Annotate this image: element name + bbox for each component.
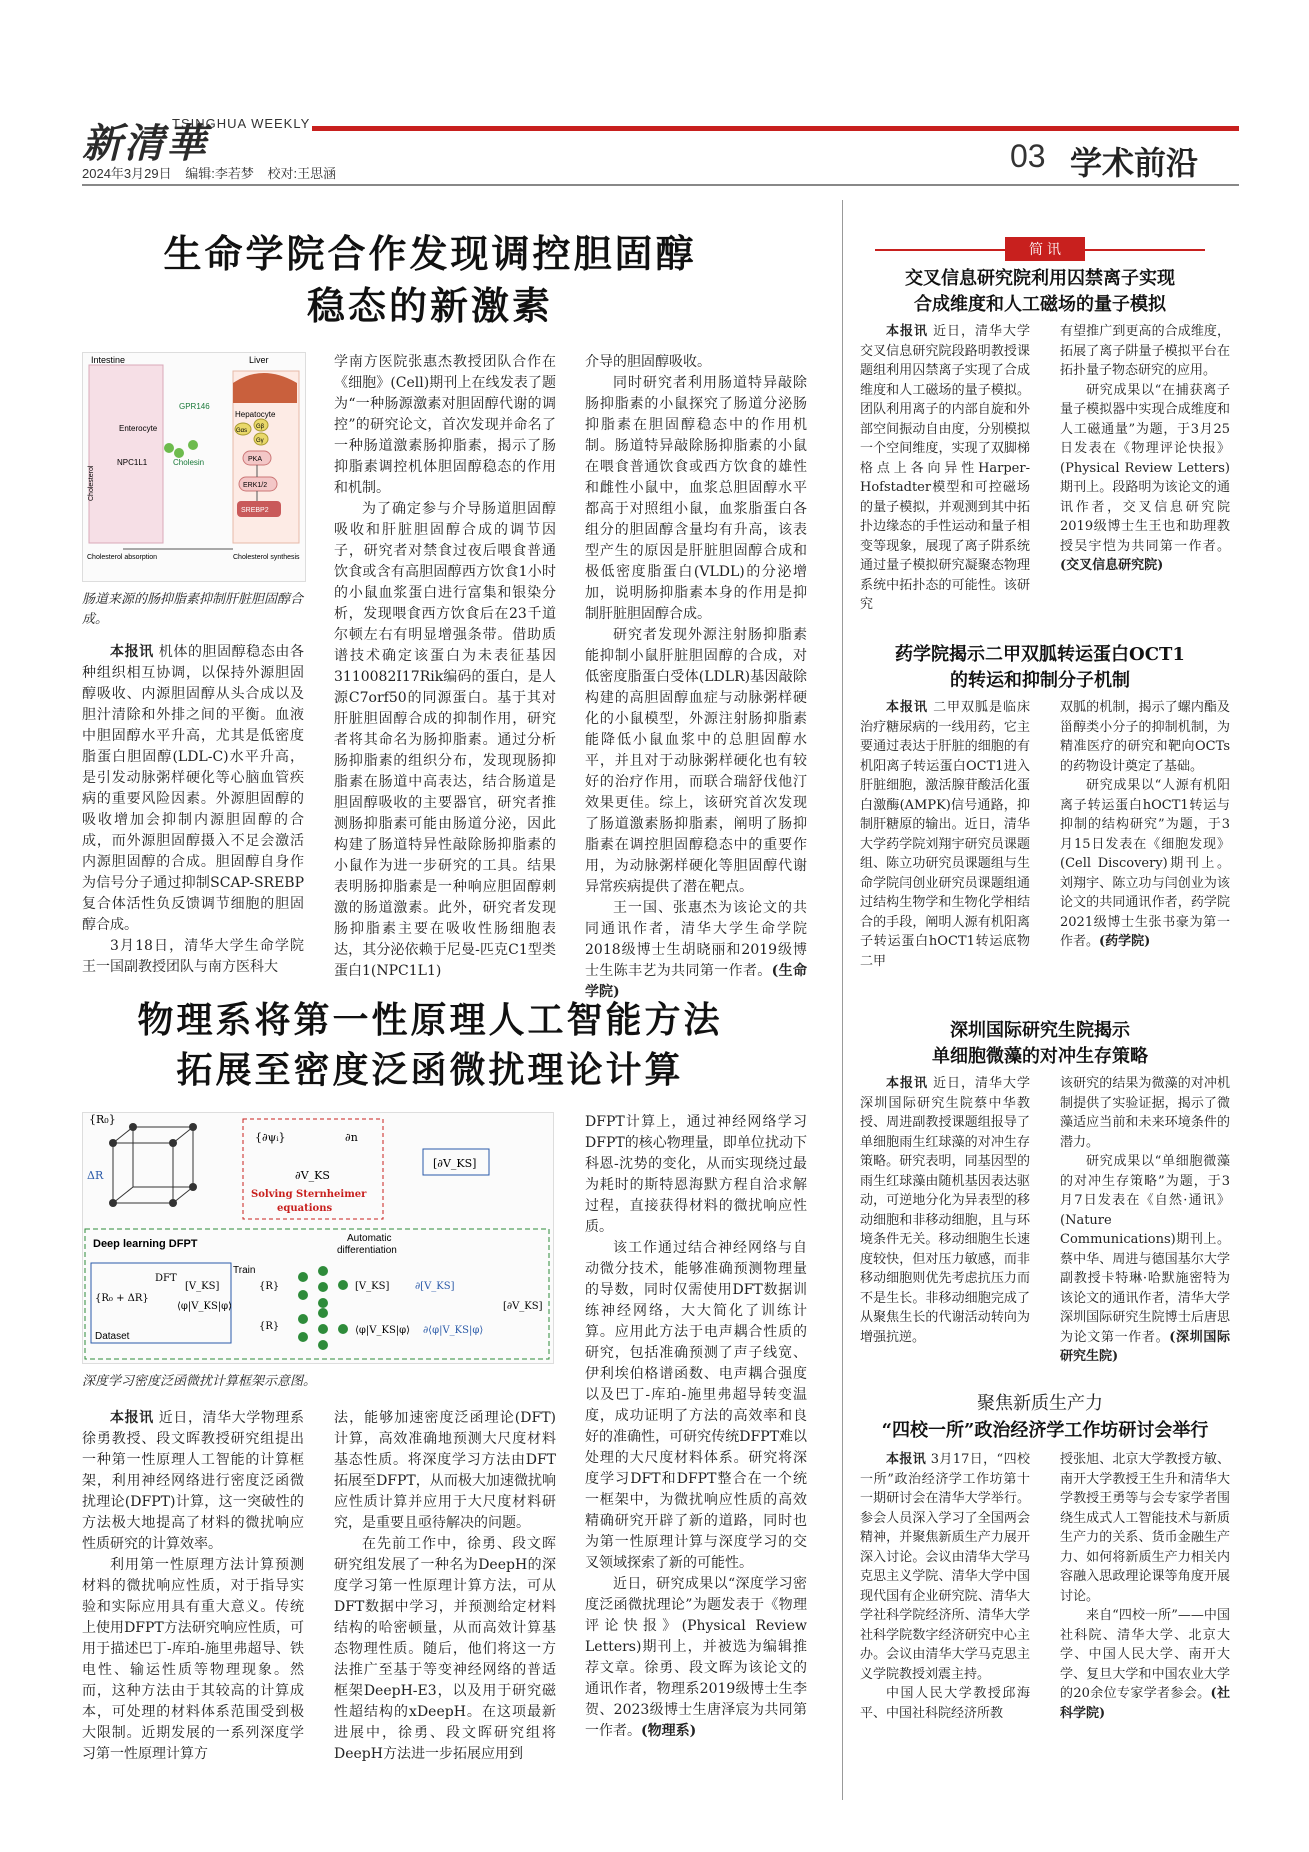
fig2-r-label: {R} — [259, 1281, 280, 1292]
fig2-dvks-label: ∂V_KS — [295, 1169, 330, 1182]
brief2-title-line2: 的转运和抑制分子机制 — [950, 670, 1130, 691]
brief4-col1-para2: 中国人民大学教授邱海平、中国社科院经济所教 — [860, 1686, 1030, 1721]
article2-col2-para2: 在先前工作中，徐勇、段文晖研究组发展了一种名为DeepH的深度学习第一性原理计算方法，可从DFT数据中学习，并预测给定材料结构的哈密顿量，从而高效计算基态物理性质。随后，他们将这一方法推广至基于等变神经网络的普适框架DeepH-E3，以及用于研究磁性超结构的xDeepH。在这项最新进展中，徐勇、段文晖研究组将DeepH方法进一步拓展应用到 — [334, 1536, 556, 1762]
fig2-dft-label: DFT — [155, 1273, 177, 1284]
fig2-phivks2-label: ⟨φ|V_KS|φ⟩ — [355, 1325, 411, 1336]
brief3-column2 — [1060, 1074, 1230, 1367]
article2-title-line1: 物理系将第一性原理人工智能方法 — [137, 999, 723, 1041]
article1-figure — [82, 352, 306, 582]
fig1-gas-label: Gαs — [236, 428, 248, 434]
cholesin-molecule-icon — [174, 448, 184, 458]
article2-col1-para1 — [82, 1408, 304, 1555]
fig1-hepatocyte-label: Hepatocyte — [235, 410, 276, 419]
article1-col3-para4 — [585, 898, 807, 1003]
fig1-erk-label: ERK1/2 — [243, 482, 268, 489]
brief1-col2-para2 — [1060, 381, 1230, 576]
brief2-col1-para1 — [860, 698, 1030, 971]
brief3-title-line1: 深圳国际研究生院揭示 — [950, 1020, 1130, 1041]
affiliation: (深圳国际研究生院) — [1060, 1329, 1230, 1364]
affiliation: (物理系) — [641, 1723, 697, 1739]
brief3-col2-para1: 该研究的结果为微藻的对冲机制提供了实验证据，揭示了微藻适应当前和未来环境条件的潜力。 — [1060, 1076, 1230, 1150]
fig1-cholesterol-label: Cholesterol — [88, 465, 95, 501]
fig2-r-label: {R} — [259, 1321, 280, 1332]
article1-col2-para2: 为了确定参与介导肠道胆固醇吸收和肝脏胆固醇合成的调节因子，研究者对禁食过夜后喂食普通饮食或含有高胆固醇西方饮食1小时的小鼠血浆蛋白进行富集和银染分析，发现喂食西方饮食后在23千道尔顿左右有明显增强条带。借助质谱技术确定该蛋白为未表征基因3110082I17Rik编码的蛋白，是人源C7orf50的同源蛋白。基于其对肝脏胆固醇合成的抑制作用，研究者将其命名为肠抑脂素。通过分析肠抑脂素的组织分布，发现现肠抑脂素在肠道中高表达，结合肠道是胆固醇吸收的主要器官，研究者推测肠抑脂素可能由肠道分泌，因此构建了肠道特异性敲除肠抑脂素的小鼠作为进一步研究的工具。结果表明肠抑脂素是一种响应胆固醇刺激的肠道激素。此外，研究者发现肠抑脂素主要在吸收性肠细胞表达，其分泌依赖于尼曼-匹克C1型类蛋白1(NPC1L1) — [334, 501, 556, 979]
affiliation: (社科学院) — [1060, 1686, 1230, 1721]
cholesin-molecule-icon — [188, 440, 198, 450]
brief2-col2-para2 — [1060, 776, 1230, 952]
article1-col1-para2 — [82, 936, 304, 978]
brief1-column1 — [860, 322, 1030, 615]
fig2-dvks3-label: [∂V_KS] — [503, 1301, 543, 1312]
para-text: 二甲双胍是临床治疗糖尿病的一线用药，它主要通过表达于肝脏的细胞的有机阳离子转运蛋白OCT1进入肝脏细胞，激活腺苷酸活化蛋白激酶(AMPK)信号通路，抑制肝糖原的输出。近日，清华大学药学院刘翔宇研究员课题组、陈立功研究员课题组与生命学院闫创业研究员课题组通过结构生物学和生物化学相结合的手段，阐明人源有机阳离子转运蛋白hOCT1转运底物二甲 — [860, 700, 1030, 969]
section-title: 学术前沿 — [1070, 144, 1199, 182]
fig2-dr-label: ΔR — [87, 1169, 104, 1182]
article2-col3-para3 — [585, 1574, 807, 1742]
fig2-auto-label: differentiation — [337, 1245, 397, 1256]
fig2-train-label: Train — [233, 1265, 256, 1276]
fig1-cholesin-label: Cholesin — [173, 458, 205, 467]
affiliation: (交叉信息研究院) — [1060, 558, 1164, 573]
brief2-column2 — [1060, 698, 1230, 952]
fig2-dn-label: ∂n — [345, 1131, 358, 1144]
fig1-npc1l1-label: NPC1L1 — [117, 458, 148, 467]
article1-col1-para1 — [82, 642, 304, 936]
brief1-title-line2: 合成维度和人工磁场的量子模拟 — [914, 294, 1166, 315]
fig1-liver-label: Liver — [249, 355, 269, 365]
para-text: 近日，清华大学交叉信息研究院段路明教授课题组利用囚禁离子实现了合成维度和人工磁场的量子模拟。团队利用离子的内部自旋和外部空间振动自由度，分别模拟一个空间维度，实现了双脚梯格点上各向异性Harper-Hofstadter模型和可控磁场的量子模拟，并观测到其中拓扑边缘态的手性运动和量子相变等现象，展现了离子阱系统通过量子模拟研究凝聚态物理系统中拓扑态的可能性。该研究 — [860, 324, 1030, 612]
article2-figure — [82, 1112, 554, 1364]
brief3-col1-para1 — [860, 1074, 1030, 1347]
fig2-set-label: {R₀ + ΔR} — [95, 1293, 149, 1304]
para-text: 机体的胆固醇稳态由各种组织相互协调，以保持外源胆固醇吸收、内源胆固醇从头合成以及胆汁清除和外排之间的平衡。血液中胆固醇水平升高，尤其是低密度脂蛋白胆固醇(LDL-C)水平升高，是引发动脉粥样硬化等心脑血管疾病的重要风险因素。外源胆固醇的吸收增加会抑制内源胆固醇的合成，而外源胆固醇摄入不足会激活内源胆固醇的合成。胆固醇自身作为信号分子通过抑制SCAP-SREBP复合体活性负反馈调节细胞的胆固醇合成。 — [82, 644, 305, 933]
brief1-title-line1: 交叉信息研究院利用囚禁离子实现 — [905, 268, 1175, 289]
fig1-srebp2-label: SREBP2 — [241, 507, 269, 514]
byline-lead: 本报讯 — [886, 1076, 928, 1091]
fig2-vks-label: [V_KS] — [185, 1281, 220, 1292]
brief1-col2-para1: 有望推广到更高的合成维度，拓展了离子阱量子模拟平台在拓扑量子物态研究的应用。 — [1060, 324, 1230, 378]
brief3-column1 — [860, 1074, 1030, 1347]
article1-figure-caption: 肠道来源的肠抑脂素抑制肝脏胆固醇合成。 — [82, 592, 304, 627]
fig2-dvks2-label: ∂[V_KS] — [415, 1281, 455, 1292]
brief4-headline: “四校一所”政治经济学工作坊研讨会举行 — [881, 1420, 1209, 1441]
para-text: 王一国、张惠杰为该论文的共同通讯作者，清华大学生命学院2018级博士生胡晓丽和2019级博士生陈丰艺为共同第一作者。 — [585, 900, 807, 979]
article1-column2 — [334, 352, 556, 982]
fig1-gy-label: Gγ — [256, 438, 264, 444]
para-text: 来自“四校一所”——中国社科院、清华大学、北京大学、中国人民大学、南开大学、复旦大学和中国农业大学的20余位专家学者参会。 — [1060, 1608, 1230, 1701]
cholesin-molecule-icon — [164, 443, 174, 453]
brief3-col2-para2 — [1060, 1152, 1230, 1367]
article1-title-line2: 稳态的新激素 — [306, 283, 553, 328]
fig2-dphivks-label: ∂⟨φ|V_KS|φ⟩ — [423, 1325, 484, 1336]
article2-headline — [120, 995, 740, 1095]
fig1-intestine-label: Intestine — [91, 355, 126, 365]
article2-column1 — [82, 1408, 304, 1765]
article1-column3 — [585, 352, 807, 1003]
affiliation: (生命学院) — [585, 963, 808, 1000]
byline-lead: 本报讯 — [886, 324, 928, 339]
fig2-sternheimer-label: Solving Sternheimer — [251, 1189, 367, 1200]
article2-col3-para1: DFPT计算上，通过神经网络学习DFPT的核心物理量，即单位扰动下科恩-沈势的变化，从而实现绕过最为耗时的斯特恩海默方程自洽求解过程，直接获得材料的微扰响应性质。 — [585, 1114, 807, 1235]
para-text: 近日，清华大学深圳国际研究生院蔡中华教授、周进副教授课题组报导了单细胞雨生红球藻的对冲生存策略。研究表明，同基因型的雨生红球藻由随机基因表达驱动，可逆地分化为异表型的移动细胞和非移动细胞，且与环境条件无关。移动细胞生长速度较快，但对压力敏感，而非移动细胞则优先考虑抗压力而不是生长。非移动细胞完成了从聚焦生长的代谢活动转向为增强抗逆。 — [860, 1076, 1030, 1345]
editor-credit: 编辑:李若梦 — [185, 166, 254, 181]
proof-credit: 校对:王思涵 — [267, 166, 337, 181]
byline-lead: 本报讯 — [886, 700, 928, 715]
brief2-column1 — [860, 698, 1030, 971]
brief1-headline — [860, 266, 1220, 318]
deep-dfpt-diagram — [83, 1113, 553, 1363]
brief2-title-line1: 药学院揭示二甲双胍转运蛋白OCT1 — [895, 644, 1185, 665]
article2-col1-para2: 利用第一性原理方法计算预测材料的微扰响应性质，对于指导实验和实际应用具有重大意义。传统上使用DFPT方法研究响应性质，可用于描述巴丁-库珀-施里弗超导、铁电性、输运性质等物理现象。然而，这种方法由于其较高的计算成本，可处理的材料体系范围受到极大限制。近期发展的一系列深度学习第一性原理计算方 — [82, 1557, 304, 1762]
article1-col3-para2: 同时研究者利用肠道特异敲除肠抑脂素的小鼠探究了肠道分泌肠抑脂素在胆固醇稳态中的作用机制。肠道特异敲除肠抑脂素的小鼠在喂食普通饮食或西方饮食的雄性和雌性小鼠中，血浆总胆固醇水平都高于对照组小鼠，血浆脂蛋白各组分的胆固醇含量均有升高，该表型产生的原因是肝脏胆固醇合成和极低密度脂蛋白(VLDL)的分泌增加，说明肠抑脂素本身的作用是抑制肝脏胆固醇合成。 — [585, 375, 807, 622]
para-text: 近日，清华大学物理系徐勇教授、段文晖教授研究组提出一种第一性原理人工智能的计算框架，利用神经网络进行密度泛函微扰理论(DFPT)计算，这一突破性的方法极大地提高了材料的微扰响应性质研究的计算效率。 — [82, 1410, 305, 1552]
brief1-col1-para1 — [860, 322, 1030, 615]
fig1-absorption-label: Cholesterol absorption — [87, 554, 158, 561]
article2-col2-para1: 法，能够加速密度泛函理论(DFT)计算，高效准确地预测大尺度材料基态性质。将深度学习方法由DFT拓展至DFPT，从而极大加速微扰响应性质计算并应用于大尺度材料研究，是重要且亟待解决的问题。 — [334, 1410, 556, 1531]
article1-col2-para1: 学南方医院张惠杰教授团队合作在《细胞》(Cell)期刊上在线发表了题为“一种肠源激素对胆固醇代谢的调控”的研究论文，首次发现并命名了一种肠道激素肠抑脂素，揭示了肠抑脂素调控机体胆固醇稳态的作用和机制。 — [334, 354, 556, 496]
para-text: 研究成果以“单细胞微藻的对冲生存策略”为题，于3月7日发表在《自然·通讯》(Nature Communications)期刊上。蔡中华、周进与德国基尔大学副教授卡特琳·哈默施密特为该论文的通讯作者，清华大学深圳国际研究生院博士后唐思为论文第一作者。 — [1060, 1154, 1230, 1345]
neural-network-icon — [298, 1266, 348, 1350]
page-number: 03 — [1010, 138, 1046, 174]
brief4-column2 — [1060, 1450, 1230, 1723]
article2-col3-para2: 该工作通过结合神经网络与自动微分技术，能够准确预测物理量的导数，同时仅需使用DFT数据训练神经网络，大大简化了训练计算。应用此方法于电声耦合性质的研究，包括准确预测了声子线宽、伊利埃伯格谱函数、电声耦合强度以及巴丁-库珀-施里弗超导转变温度，成功证明了方法的高效率和良好的准确性，可研究传统DFPT难以处理的大尺度材料体系。研究将深度学习DFT和DFPT整合在一个统一框架中，为微扰响应性质的高效精确研究开辟了新的道路，同时也为第一性原理计算与深度学习的交叉领域探索了新的可能性。 — [585, 1240, 807, 1571]
fig2-dataset-label: Dataset — [95, 1331, 130, 1342]
cholesin-pathway-diagram — [83, 353, 305, 581]
header-rule — [82, 184, 1239, 186]
article2-figure-caption: 深度学习密度泛函微扰计算框架示意图。 — [82, 1374, 317, 1389]
fig2-vks2-label: [V_KS] — [355, 1281, 390, 1292]
dateline — [82, 163, 346, 182]
article1-title-line1: 生命学院合作发现调控胆固醇 — [163, 231, 697, 276]
fig2-phivks-label: ⟨φ|V_KS|φ⟩ — [177, 1301, 233, 1312]
fig1-gb-label: Gβ — [256, 424, 265, 430]
crystal-lattice-icon — [133, 1127, 193, 1187]
masthead-red-rule — [312, 126, 1239, 131]
fig2-auto-label: Automatic — [347, 1233, 392, 1244]
article2-column2 — [334, 1408, 556, 1765]
fig1-gpr146-label: GPR146 — [179, 402, 210, 411]
para-text: 研究成果以“人源有机阳离子转运蛋白hOCT1转运与抑制的结构研究”为题，于3月15日发表在《细胞发现》(Cell Discovery)期刊上。刘翔宇、陈立功与闫创业为该论文的共同通讯作者，药学院2021级博士生张书豪为第一作者。 — [1060, 778, 1230, 949]
crystal-lattice-icon — [113, 1143, 173, 1203]
byline-lead: 本报讯 — [886, 1452, 927, 1467]
para-text: 近日，研究成果以“深度学习密度泛函微扰理论”为题发表于《物理评论快报》(Physical Review Letters)期刊上，并被选为编辑推荐文章。徐勇、段文晖为该论文的通讯作者，物理系2019级博士生李贺、2023级博士生唐泽宸为共同第一作者。 — [585, 1576, 807, 1739]
fig1-synthesis-label: Cholesterol synthesis — [233, 554, 300, 561]
briefs-tag: 简 讯 — [1005, 237, 1085, 261]
brief1-column2 — [1060, 322, 1230, 576]
fig2-dvks-box-label: [∂V_KS] — [433, 1157, 477, 1170]
article1-col3-para1: 介导的胆固醇吸收。 — [585, 354, 711, 370]
masthead-logo: 新清華 — [82, 120, 208, 167]
fig2-sternheimer-label: equations — [277, 1203, 333, 1214]
article1-column1 — [82, 642, 304, 978]
byline-lead: 本报讯 — [110, 644, 154, 660]
brief4-kicker: 聚焦新质生产力 — [977, 1393, 1103, 1414]
brief2-headline — [860, 642, 1220, 694]
issue-date: 2024年3月29日 — [82, 166, 172, 181]
article1-headline — [120, 228, 740, 332]
fig2-deep-label: Deep learning DFPT — [93, 1238, 198, 1250]
para-text: 3月17日，“四校一所”政治经济学工作坊第十一期研讨会在清华大学举行。参会人员深入学习了全国两会精神，并聚焦新质生产力展开深入讨论。会议由清华大学马克思主义学院、清华大学中国现代国有企业研究院、清华大学社科学院经济所、清华大学社科学院数字经济研究中心主办。会议由清华大学马克思主义学院教授刘震主持。 — [860, 1452, 1030, 1682]
column-divider — [842, 200, 843, 1800]
fig2-r0-label: {R₀} — [89, 1113, 116, 1126]
affiliation: (药学院) — [1099, 934, 1151, 949]
article1-col3-para3: 研究者发现外源注射肠抑脂素能抑制小鼠肝脏胆固醇的合成，对低密度脂蛋白受体(LDLR)基因敲除构建的高胆固醇血症与动脉粥样硬化的小鼠模型，外源注射肠抑脂素能降低小鼠血浆中的总胆固醇水平，并且对于动脉粥样硬化也有较好的治疗作用，而联合瑞舒伐他汀效果更佳。综上，该研究首次发现了肠道激素肠抑脂素，阐明了肠抑脂素在调控胆固醇稳态中的重要作用，为动脉粥样硬化等胆固醇代谢异常疾病提供了潜在靶点。 — [585, 627, 807, 895]
article2-title-line2: 拓展至密度泛函微扰理论计算 — [176, 1049, 684, 1091]
brief4-col2-para2 — [1060, 1606, 1230, 1723]
brief4-column1 — [860, 1450, 1030, 1723]
brief4-col1-para1 — [860, 1450, 1030, 1684]
brief3-headline — [860, 1018, 1220, 1070]
para-text: 3月18日，清华大学生命学院王一国副教授团队与南方医科大 — [82, 938, 304, 975]
brief4-col2-para1: 授张旭、北京大学教授方敏、南开大学教授王生升和清华大学教授王勇等与会专家学者围绕生成式人工智能技术与新质生产力的关系、货币金融生产力、如何将新质生产力相关内容融入思政理论课等角度开展讨论。 — [1060, 1452, 1230, 1604]
para-text: 研究成果以“在捕获离子量子模拟器中实现合成维度和人工磁通量”为题，于3月25日发表在《物理评论快报》(Physical Review Letters)期刊上。段路明为该论文的通讯作者，交叉信息研究院2019级博士生王也和助理教授吴宇恺为共同第一作者。 — [1060, 382, 1230, 554]
fig2-dpsi-label: {∂ψᵢ} — [255, 1131, 286, 1144]
fig1-enterocyte-label: Enterocyte — [119, 424, 158, 433]
masthead-english-name: TSINGHUA WEEKLY — [172, 116, 311, 131]
brief3-title-line2: 单细胞微藻的对冲生存策略 — [932, 1046, 1148, 1067]
brief2-col2-para1: 双胍的机制，揭示了螺内酯及甾醇类小分子的抑制机制，为精准医疗的研究和靶向OCTs的药物设计奠定了基础。 — [1060, 700, 1230, 774]
fig1-pka-label: PKA — [248, 456, 263, 463]
article2-column3 — [585, 1112, 807, 1742]
byline-lead: 本报讯 — [110, 1410, 154, 1426]
